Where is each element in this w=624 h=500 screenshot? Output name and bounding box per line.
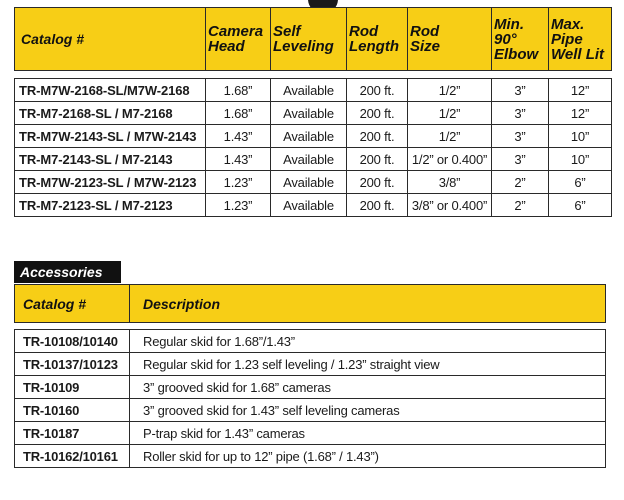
spec-camera-cell: 1.23” — [206, 194, 271, 217]
spec-length-cell: 200 ft. — [347, 125, 408, 148]
header-rod-length-line2: Length — [349, 38, 399, 55]
accessory-row — [15, 353, 606, 376]
spec-pipe-cell: 6” — [549, 171, 612, 194]
spec-row — [15, 125, 612, 148]
spec-leveling-cell: Available — [271, 102, 347, 125]
accessory-description-cell: P-trap skid for 1.43” cameras — [130, 422, 606, 445]
accessories-header-description: Description — [130, 285, 606, 323]
accessories-header-catalog: Catalog # — [15, 285, 130, 323]
header-min-elbow-line3: Elbow — [494, 45, 539, 63]
header-self-leveling — [271, 8, 347, 71]
spec-catalog-cell: TR-M7-2143-SL / M7-2143 — [15, 148, 206, 171]
spec-size-cell: 1/2” or 0.400” — [408, 148, 492, 171]
spec-leveling-cell: Available — [271, 148, 347, 171]
accessory-row — [15, 445, 606, 468]
header-max-pipe — [549, 8, 612, 71]
header-rod-size — [408, 8, 492, 71]
accessories-title: Accessories — [14, 261, 121, 283]
spec-length-cell: 200 ft. — [347, 148, 408, 171]
accessory-row — [15, 330, 606, 353]
accessory-catalog-cell: TR-10137/10123 — [15, 353, 130, 376]
accessory-catalog-cell: TR-10162/10161 — [15, 445, 130, 468]
accessory-row — [15, 399, 606, 422]
spec-length-cell: 200 ft. — [347, 194, 408, 217]
spec-row — [15, 148, 612, 171]
spec-length-cell: 200 ft. — [347, 79, 408, 102]
spec-row — [15, 194, 612, 217]
spec-size-cell: 1/2” — [408, 102, 492, 125]
spec-camera-cell: 1.23” — [206, 171, 271, 194]
header-rod-size-line1: Rod — [410, 23, 440, 40]
spec-elbow-cell: 3” — [492, 79, 549, 102]
accessory-description-cell: Regular skid for 1.68”/1.43” — [130, 330, 606, 353]
header-rod-size-line2: Size — [410, 38, 441, 55]
header-catalog: Catalog # — [15, 8, 206, 71]
header-self-leveling-line1: Self — [273, 23, 301, 40]
spec-elbow-cell: 3” — [492, 102, 549, 125]
accessory-description-cell: 3” grooved skid for 1.68” cameras — [130, 376, 606, 399]
header-max-pipe-line3: Well Lit — [551, 45, 605, 63]
spec-catalog-cell: TR-M7-2123-SL / M7-2123 — [15, 194, 206, 217]
accessory-row — [15, 422, 606, 445]
header-max-pipe-line1: Max. — [551, 15, 585, 33]
accessory-description-cell: Roller skid for up to 12” pipe (1.68” / 1.43”) — [130, 445, 606, 468]
spec-catalog-cell: TR-M7W-2143-SL / M7W-2143 — [15, 125, 206, 148]
spec-size-cell: 1/2” — [408, 125, 492, 148]
spec-pipe-cell: 10” — [549, 125, 612, 148]
spec-pipe-cell: 6” — [549, 194, 612, 217]
spec-pipe-cell: 12” — [549, 102, 612, 125]
spec-camera-cell: 1.68” — [206, 102, 271, 125]
accessory-catalog-cell: TR-10108/10140 — [15, 330, 130, 353]
accessory-description-cell: Regular skid for 1.23 self leveling / 1.23” straight view — [130, 353, 606, 376]
header-self-leveling-line2: Leveling — [273, 38, 334, 55]
spec-size-cell: 3/8” — [408, 171, 492, 194]
accessory-catalog-cell: TR-10187 — [15, 422, 130, 445]
spec-pipe-cell: 12” — [549, 79, 612, 102]
spec-elbow-cell: 3” — [492, 125, 549, 148]
accessory-catalog-cell: TR-10109 — [15, 376, 130, 399]
spec-elbow-cell: 2” — [492, 171, 549, 194]
spec-leveling-cell: Available — [271, 194, 347, 217]
spec-leveling-cell: Available — [271, 125, 347, 148]
spec-header-row — [15, 8, 612, 71]
spec-pipe-cell: 10” — [549, 148, 612, 171]
header-max-pipe-line2: Pipe — [551, 30, 583, 48]
spec-size-cell: 3/8” or 0.400” — [408, 194, 492, 217]
spec-catalog-cell: TR-M7-2168-SL / M7-2168 — [15, 102, 206, 125]
header-camera-head-line1: Camera — [208, 23, 264, 40]
accessories-table — [14, 284, 606, 468]
accessories-header-row — [15, 285, 606, 323]
spec-length-cell: 200 ft. — [347, 102, 408, 125]
accessory-catalog-cell: TR-10160 — [15, 399, 130, 422]
spec-catalog-cell: TR-M7W-2168-SL/M7W-2168 — [15, 79, 206, 102]
spec-row — [15, 102, 612, 125]
header-min-elbow-line1: Min. — [494, 15, 524, 33]
spec-size-cell: 1/2” — [408, 79, 492, 102]
spec-table — [14, 7, 612, 217]
header-rod-length-line1: Rod — [349, 23, 379, 40]
spec-elbow-cell: 3” — [492, 148, 549, 171]
spec-camera-cell: 1.43” — [206, 125, 271, 148]
header-rod-length — [347, 8, 408, 71]
spec-elbow-cell: 2” — [492, 194, 549, 217]
spec-leveling-cell: Available — [271, 79, 347, 102]
header-camera-head — [206, 8, 271, 71]
spec-camera-cell: 1.68” — [206, 79, 271, 102]
header-min-elbow-line2: 90° — [494, 30, 517, 48]
accessory-description-cell: 3” grooved skid for 1.43” self leveling cameras — [130, 399, 606, 422]
spec-row — [15, 171, 612, 194]
spec-camera-cell: 1.43” — [206, 148, 271, 171]
spec-row — [15, 79, 612, 102]
spec-catalog-cell: TR-M7W-2123-SL / M7W-2123 — [15, 171, 206, 194]
header-camera-head-line2: Head — [208, 38, 245, 55]
spec-length-cell: 200 ft. — [347, 171, 408, 194]
accessory-row — [15, 376, 606, 399]
spec-leveling-cell: Available — [271, 171, 347, 194]
header-min-elbow — [492, 8, 549, 71]
